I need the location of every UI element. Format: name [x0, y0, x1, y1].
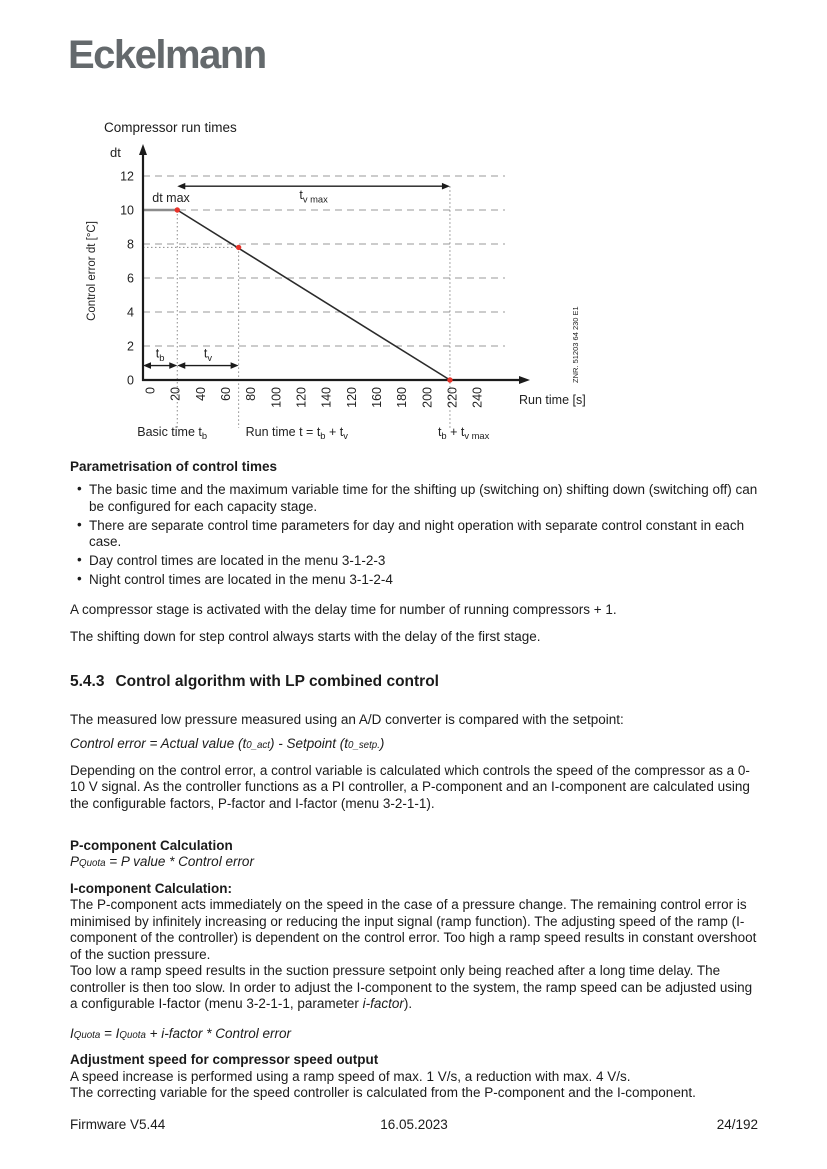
footer-firmware-version: Firmware V5.44: [70, 1117, 166, 1132]
chart-canvas: [86, 136, 706, 458]
x-tick-label: 40: [193, 387, 208, 401]
paragraph-adjustment-1: A speed increase is performed using a ramp speed of max. 1 V/s, a reduction with max. 4 V/s.: [70, 1068, 631, 1084]
p-quota-formula: $P_{Quota} = P$ value * Control error: [70, 854, 254, 870]
bullet-list: [70, 482, 758, 588]
p-component-heading: P-component Calculation: [70, 837, 233, 853]
x-tick-label: 220: [445, 387, 460, 408]
x-axis-arrow: [519, 376, 530, 384]
x-tick-label: 160: [370, 387, 385, 408]
x-tick-label: 60: [219, 387, 234, 401]
dt-max-label: dt max: [152, 191, 190, 205]
bullet-item: • Day control times are located in the menu 3-1-2-3: [70, 553, 758, 569]
x-tick-label: 180: [395, 387, 410, 408]
arrowhead: [231, 362, 239, 369]
i-component-heading: I-component Calculation:: [70, 880, 232, 896]
bottom-annotation: $t_b + t_{v max}$: [437, 425, 490, 442]
y-tick-label: 10: [120, 203, 134, 218]
arrowhead: [442, 183, 450, 190]
x-tick-label: 20: [168, 387, 183, 401]
paragraph-depending: Depending on the control error, a control variable is calculated which controls the speed of the compressor as a 0-10 V signal. As the controller functions as a PI controller, a P-component and an I-component are calculated using the configurable factors, P-factor and I-factor (menu 3-2-1-1).: [70, 762, 750, 811]
arrowhead: [177, 362, 185, 369]
arrowhead: [143, 362, 151, 369]
paragraph-adjustment-2: The correcting variable for the speed controller is calculated from the P-component and the I-component.: [70, 1085, 696, 1101]
y-axis-title: Control error dt [°C]: [86, 221, 98, 321]
y-axis-arrow: [139, 144, 147, 155]
chart-marker: [236, 245, 241, 250]
x-tick-label: 120: [294, 387, 309, 408]
chart-line-variable-time-ramp: [177, 210, 450, 380]
paragraph-i-component-1: The P-component acts immediately on the speed in the case of a pressure change. The remaining control error is minimised by infinitely increasing or reducing the input signal (ramp function). The adjusting speed of the ramp (I-component of the controller) is dependent on the control error. Too high a ramp speed results in constant overshoot of the suction pressure.: [70, 897, 757, 962]
tv-max-label: $t_{v max}$: [299, 188, 328, 205]
section-number: 5.4.3: [70, 672, 105, 690]
paragraph-delay: A compressor stage is activated with the delay time for number of running compressors + 1.: [70, 601, 617, 617]
x-tick-label: 0: [143, 387, 158, 394]
footer-page-number: 24/192: [716, 1117, 758, 1132]
chart-marker: [175, 207, 180, 212]
bullet-item: • There are separate control time parameters for day and night operation with separate control constant in each case.: [70, 518, 758, 551]
arrowhead: [177, 183, 185, 190]
compressor-run-times-figure: [86, 120, 706, 465]
page-footer: [70, 1117, 758, 1132]
adjustment-heading: Adjustment speed for compressor speed output: [70, 1052, 379, 1068]
y-tick-label: 12: [120, 169, 134, 184]
control-error-formula: Control error = Actual value $(t_{0\_act})$ - Setpoint $(t_{0\_setp.})$: [70, 736, 385, 752]
bottom-annotation: Run time $t = t_b + t_v$: [245, 425, 348, 442]
y-tick-label: 6: [127, 271, 134, 286]
x-tick-label: 140: [319, 387, 334, 408]
company-logo: Eckelmann: [68, 33, 266, 77]
arrowhead: [169, 362, 177, 369]
paragraph-i-component-2: Too low a ramp speed results in the suction pressure setpoint only being reached after a long time delay. The controller is then too slow. In order to adjust the I-component to the system, the ramp speed can be adjusted using a configurable I-factor (menu 3-2-1-1, parameter i-factor).: [70, 963, 753, 1012]
x-tick-label: 100: [269, 387, 284, 408]
chart-marker: [447, 377, 452, 382]
bullet-item: • The basic time and the maximum variable time for the shifting up (switching on) shifting down (switching off) can be configured for each capacity stage.: [70, 482, 758, 515]
x-tick-label: 240: [470, 387, 485, 408]
x-axis-title: Run time [s]: [519, 393, 586, 407]
x-tick-label: 80: [244, 387, 259, 401]
param-heading: Parametrisation of control times: [70, 459, 278, 474]
chart-title: Compressor run times: [104, 120, 237, 135]
bottom-annotation: Basic time $t_b$: [137, 425, 208, 442]
section-title: Control algorithm with LP combined control: [115, 672, 439, 690]
section-heading: [70, 673, 758, 692]
bullet-item: • Night control times are located in the menu 3-1-2-4: [70, 572, 758, 588]
y-tick-label: 0: [127, 373, 134, 388]
footer-date: 16.05.2023: [380, 1117, 448, 1132]
y-tick-label: 8: [127, 237, 134, 252]
y-axis-arrow-label: dt: [110, 145, 121, 160]
paragraph-measured: The measured low pressure measured using an A/D converter is compared with the setpoint:: [70, 711, 624, 727]
tv-label: $t_v$: [203, 346, 213, 363]
y-tick-label: 4: [127, 305, 134, 320]
y-tick-label: 2: [127, 339, 134, 354]
tb-label: $t_b$: [155, 346, 165, 363]
drawing-number: ZNR. 51203 64 230 E1: [571, 306, 580, 383]
x-tick-label: 120: [344, 387, 359, 408]
x-tick-label: 200: [420, 387, 435, 408]
i-quota-formula: $I_{Quota} = I_{Quota}$ + i-factor * Control error: [70, 1025, 292, 1041]
paragraph-shifting-down: The shifting down for step control always starts with the delay of the first stage.: [70, 629, 541, 645]
body-content: [70, 459, 758, 1102]
